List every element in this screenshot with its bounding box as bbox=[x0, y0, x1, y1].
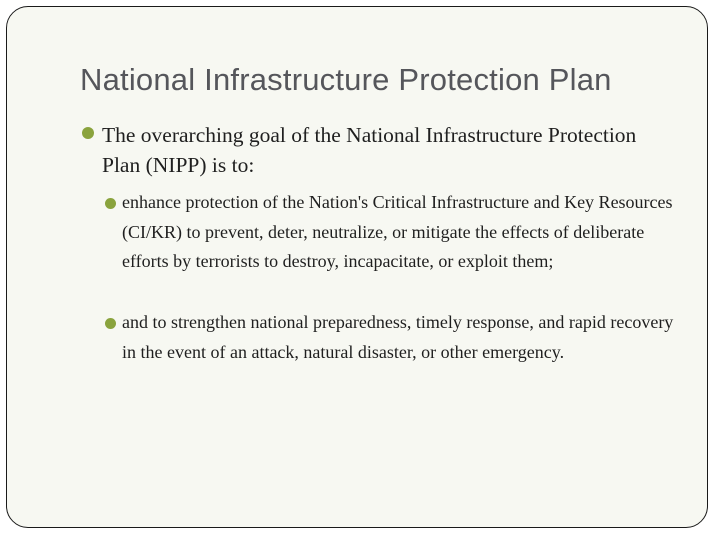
sub-bullet-enhance: enhance protection of the Nation's Critical Infrastructure and Key Resources (CI/KR) to prevent, deter, neutralize, or mitigate the effects of deliberate efforts by terrorists to destroy, incapacitate, or exploit them; bbox=[122, 192, 673, 271]
sub-bullet-dot-icon bbox=[105, 318, 116, 329]
bullet-dot-icon bbox=[82, 127, 94, 139]
sub-bullet-dot-icon bbox=[105, 198, 116, 209]
bullet-main: The overarching goal of the National Infrastructure Protection Plan (NIPP) is to: bbox=[102, 123, 637, 177]
slide-title: National Infrastructure Protection Plan bbox=[80, 62, 612, 97]
sub-bullet-strengthen: and to strengthen national preparedness, timely response, and rapid recovery in the event of an attack, natural disaster, or other emergency. bbox=[122, 312, 674, 362]
